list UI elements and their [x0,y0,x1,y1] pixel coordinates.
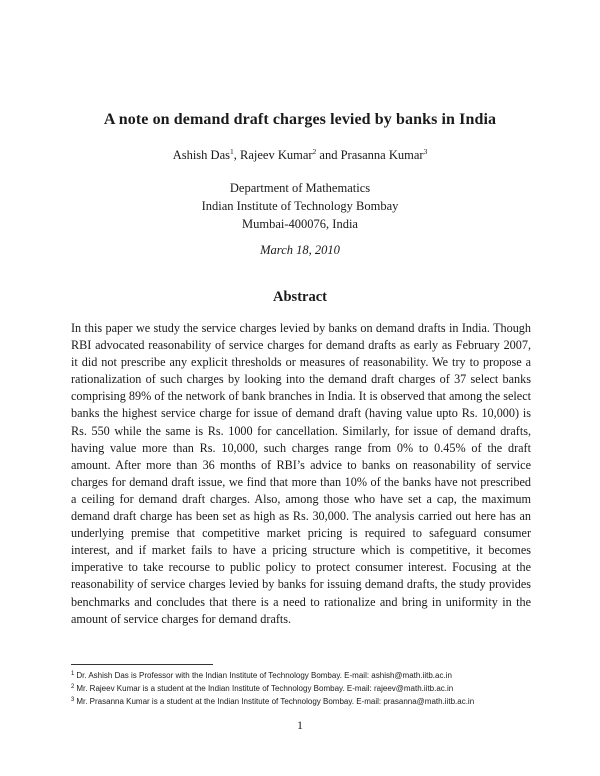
footnote-mark[interactable]: 1 [229,147,234,156]
author-name: Rajeev Kumar [239,148,313,162]
author-name: Ashish Das [172,148,230,162]
author-name: Prasanna Kumar [340,148,424,162]
paper-title: A note on demand draft charges levied by banks in India [103,111,497,128]
footnote [71,696,541,709]
footnote-text: Mr. Rajeev Kumar is a student at the Indian Institute of Technology Bombay. E-mail: rajeev@math.iitb.ac.in [76,683,454,693]
footnote [71,683,541,696]
affiliation-city: Mumbai-400076, India [242,217,358,231]
author-separator: , [233,148,240,162]
affiliation-department: Department of Mathematics [229,181,371,195]
footnote-number: 2 [71,683,75,690]
author-line [0,148,600,163]
footnote-number: 1 [71,671,75,677]
publication-date: March 18, 2010 [260,243,340,257]
page-number: 1 [297,718,303,732]
footnote-mark[interactable]: 2 [312,147,317,156]
footnote-divider [71,664,213,665]
footnote-text: Dr. Ashish Das is Professor with the Indian Institute of Technology Bombay. E-mail: ashish@math.iitb.ac.in [76,671,452,680]
footnotes [71,670,541,708]
affiliation-institute: Indian Institute of Technology Bombay [201,199,399,213]
footnote-text: Mr. Prasanna Kumar is a student at the Indian Institute of Technology Bombay. E-mail: prasanna@math.iitb.ac.in [76,696,475,706]
abstract-body: In this paper we study the service charges levied by banks on demand drafts in India. Though RBI advocated reasonability of service charges for demand drafts as early as February 2007, it did not prescribe any explicit thresholds or measures of reasonability. We try to propose a rationalization of such charges by looking into the demand draft charges of 37 select banks comprising 89% of the network of bank branches in India. It is observed that among the select banks the highest service charge for issue of demand draft (having value upto Rs. 10,000) is Rs. 550 while the same is Rs. 1000 for cancellation. Similarly, for issue of demand drafts, having value more than Rs. 10,000, such charges range from 0% to 0.45% of the draft amount. After more than 36 months of RBI’s advice to banks on reasonability of service charges for demand draft issue, we find that more than 10% of the banks have not prescribed a ceiling for demand draft charges. Also, among those who have set a cap, the maximum demand draft charge has been set as high as Rs. 30,000. The analysis carried out here has an underlying premise that competitive market pricing is required to safeguard consumer interest, and if market fails to have a pricing structure which is competitive, it becomes imperative to take recourse to public policy to protect consumer interest. Focusing at the reasonability of service charges levied by banks for issuing demand drafts, the study provides benchmarks and concludes that there is a need to rationalize and bring in uniformity in the amount of service charges for demand drafts. [71,321,531,626]
affiliation [0,179,600,233]
footnote-number: 3 [71,696,75,703]
abstract-heading: Abstract [273,289,327,305]
author-separator: and [316,148,341,162]
footnote-mark[interactable]: 3 [423,147,428,156]
footnote [71,670,541,683]
